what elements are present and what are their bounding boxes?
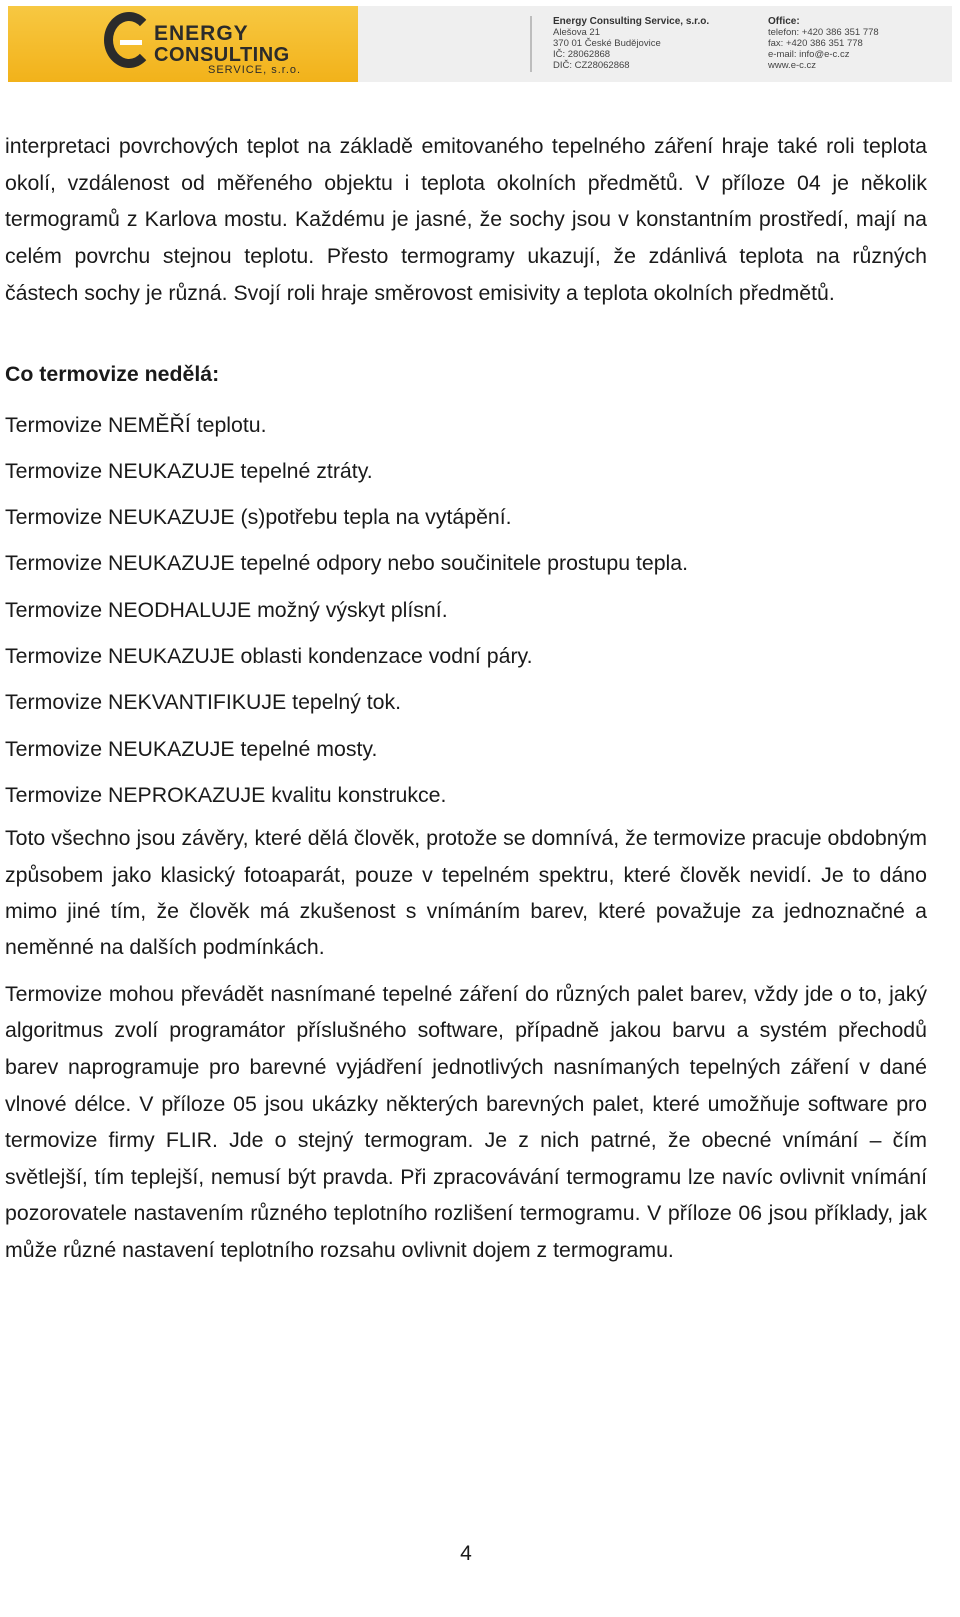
paragraph-conclusions: Toto všechno jsou závěry, které dělá člověk, protože se domnívá, že termovize pracuje obdobným způsobem jako klasický fotoaparát, pouze v tepelném spektru, které člověk nevidí. Je to dáno mimo jiné tím, že člověk má zkušenost s vnímáním barev, které považuje za jednoznačné a neměnné na dalších podmínkách. [5, 826, 927, 960]
logo-text-energy: ENERGY [154, 22, 249, 45]
office-fax: fax: +420 386 351 778 [768, 38, 863, 49]
list-item: Termovize NEUKAZUJE tepelné odpory nebo součinitele prostupu tepla. [5, 551, 689, 576]
document-body [5, 128, 927, 1269]
office-title: Office: [768, 16, 800, 27]
list-item: Termovize NEUKAZUJE (s)potřebu tepla na vytápění. [5, 505, 512, 530]
letterhead-banner [8, 6, 952, 82]
list-item: Termovize NEODHALUJE možný výskyt plísní. [5, 597, 448, 622]
office-contacts [768, 16, 948, 71]
company-dic: DIČ: CZ28062868 [553, 60, 630, 71]
company-logo [8, 6, 358, 82]
company-address [553, 16, 753, 71]
paragraph-intro: interpretaci povrchových teplot na základě emitovaného tepelného záření hraje také roli teplota okolí, vzdálenost od měřeného objektu i teplota okolních předmětů. V příloze 04 je několik termogramů z Karlova mostu. Každému je jasné, že sochy jsou v konstantním prostředí, mají na celém povrchu stejnou teplotu. Přesto termogramy ukazují, že zdánlivá teplota na různých částech sochy je různá. Svojí roli hraje směrovost emisivity a teplota okolních předmětů. [5, 134, 927, 305]
logo-accent-bar [120, 40, 142, 45]
list-item: Termovize NEUKAZUJE oblasti kondenzace vodní páry. [5, 644, 533, 668]
statements-list [5, 402, 927, 819]
office-phone: telefon: +420 386 351 778 [768, 27, 879, 38]
list-item: Termovize NEUKAZUJE tepelné mosty. [5, 736, 378, 761]
company-ic: IČ: 28062868 [553, 49, 611, 60]
header-divider [530, 16, 532, 72]
logo-text-service: SERVICE, s.r.o. [208, 64, 302, 76]
company-street: Alešova 21 [553, 27, 601, 38]
paragraph-palettes: Termovize mohou převádět nasnímané tepelné záření do různých palet barev, vždy jde o to, jaký algoritmus zvolí programátor příslušného software, případně jakou barvu a systém přechodů barev naprogramuje pro barevné vyjádření jednotlivých nasnímaných tepelných záření v dané vlnové délce. V příloze 05 jsou ukázky některých barevných palet, které umožňuje software pro termovize firmy FLIR. Jde o stejný termogram. Je z nich patrné, že obecné vnímání – čím světlejší, tím teplejší, nemusí být pravda. Při zpracovávání termogramu lze navíc ovlivnit vnímání pozorovatele nastavením různého teplotního rozlišení termogramu. V příloze 06 jsou příklady, jak může různé nastavení teplotního rozsahu ovlivnit dojem z termogramu. [5, 981, 927, 1262]
list-item: Termovize NEPROKAZUJE kvalitu konstrukce. [5, 782, 447, 807]
list-item: Termovize NEUKAZUJE tepelné ztráty. [5, 458, 373, 483]
office-web: www.e-c.cz [768, 60, 817, 71]
page-number: 4 [460, 1542, 472, 1565]
company-name: Energy Consulting Service, s.r.o. [553, 16, 710, 27]
logo-text-consulting: CONSULTING [154, 44, 290, 66]
list-item: Termovize NEMĚŘÍ teplotu. [5, 412, 267, 437]
list-item: Termovize NEKVANTIFIKUJE tepelný tok. [5, 690, 402, 715]
company-city: 370 01 České Budějovice [553, 38, 661, 49]
section-heading: Co termovize nedělá: [5, 361, 220, 386]
office-email: e-mail: info@e-c.cz [768, 49, 850, 60]
